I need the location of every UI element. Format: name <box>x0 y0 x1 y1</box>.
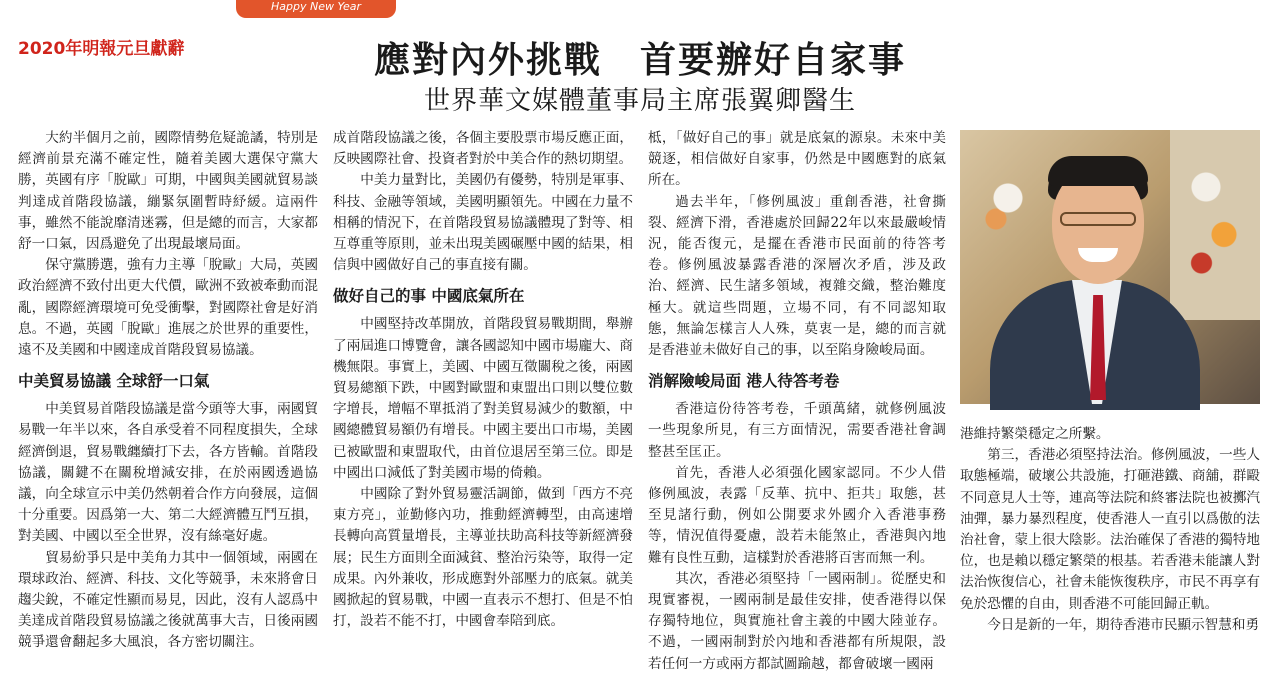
new-year-banner: Happy New Year <box>236 0 396 18</box>
flower-arrangement <box>978 170 1038 240</box>
article-column-4 <box>960 424 1260 640</box>
paragraph: 香港這份待答考卷，千頭萬緒，就修例風波一些現象所見，有三方面情況，需要香港社會調整甚至匡正。 <box>648 401 946 460</box>
paragraph: 中美力量對比，美國仍有優勢，特別是軍事、科技、金融等領域，美國明顯領先。中國在力量不相稱的情況下，在首階段貿易協議體現了對等、相互尊重等原則，並未出現美國碾壓中國的結果，相信與中國做好自己的事直接有關。 <box>333 172 633 274</box>
paragraph: 中美貿易首階段協議是當今頭等大事，兩國貿易戰一年半以來，各自承受着不同程度損失，全球經濟倒退，貿易戰纏續打下去，各方皆輸。首階段協議，關鍵不在關稅增減安排，在於兩國透過協議，向全球宣示中美仍然朝着合作方向發展，這個十分重要。因爲第一大、第二大經濟體互鬥互損，對美國、中國以至全世界，沒有絲毫好處。 <box>18 401 318 545</box>
paragraph-continued: 港維持繁榮穩定之所繫。 <box>960 426 1110 442</box>
paragraph: 其次，香港必須堅持「一國兩制」。從歷史和現實審視，一國兩制是最佳安排，使香港得以保存獨特地位，與實施社會主義的中國大陸並存。不過，一國兩制對於內地和香港都有所規限，設若任何一方或兩方都試圖踰越，都會破壞一國兩 <box>648 570 946 672</box>
section-heading: 消解險峻局面 港人待答考卷 <box>648 371 840 391</box>
paragraph-continued: 柢，「做好自己的事」就是底氣的源泉。未來中美競逐，相信做好自家事，仍然是中國應對的底氣所在。 <box>648 130 946 189</box>
article-column-1 <box>18 128 318 651</box>
glasses <box>1060 212 1136 226</box>
paragraph: 過去半年，「修例風波」重創香港，社會撕裂、經濟下滑，香港處於回歸22年以來最嚴峻情況，能否復元，是擺在香港市民面前的待答考卷。修例風波暴露香港的深層次矛盾，涉及政治、經濟、民生諸多領域，複雜交織，整治難度極大。就這些問題，立場不同，有不同認知取態，無論怎樣言人人殊，莫衷一是，總的而言就是香港並未做好自己的事，以至陷身險峻局面。 <box>648 193 946 359</box>
headline: 應對內外挑戰 首要辦好自家事 <box>373 39 906 81</box>
paragraph: 貿易紛爭只是中美角力其中一個領域，兩國在環球政治、經濟、科技、文化等競爭，未來將會日趨尖銳，不確定性顯而易見，因此，沒有人認爲中美達成首階段貿易協議之後就萬事大吉，日後兩國競爭還會翻起多大風浪，各方密切關注。 <box>18 549 318 651</box>
paragraph: 保守黨勝選，強有力主導「脫歐」大局，英國政治經濟不致付出更大代價，歐洲不致被牽動而混亂，國際經濟環境可免受衝擊，對國際社會是好消息。不過，英國「脫歐」進展之於世界的重要性，遠不及美國和中國達成首階段貿易協議。 <box>18 257 318 359</box>
paragraph: 第三，香港必須堅持法治。修例風波，一些人取態極端，破壞公共設施，打砸港鐵、商舖，群毆不同意見人士等，連高等法院和終審法院也被擲汽油彈，暴力暴烈程度，使香港人一直引以爲傲的法治社會，蒙上很大陰影。法治確保了香港的獨特地位，也是賴以穩定繁榮的根基。若香港未能讓人對法治恢復信心，社會未能恢復秩序，市民不再享有免於恐懼的自由，則香港不可能回歸正軌。 <box>960 447 1260 612</box>
paragraph-continued: 成首階段協議之後，各個主要股票市場反應正面，反映國際社會、投資者對於中美合作的熱切期望。 <box>333 130 633 168</box>
flower-arrangement <box>1170 130 1260 320</box>
hair <box>1048 156 1148 186</box>
article-column-2 <box>333 128 633 640</box>
section-heading: 做好自己的事 中國底氣所在 <box>333 286 525 306</box>
section-heading: 中美貿易協議 全球舒一口氣 <box>18 371 210 391</box>
kicker-label: 2020年明報元旦獻辭 <box>18 39 185 59</box>
paragraph: 中國堅持改革開放，首階段貿易戰期間，舉辦了兩屆進口博覽會，讓各國認知中國市場龐大、商機無限。事實上，美國、中國互徵關稅之後，兩國貿易總額下跌，中國對歐盟和東盟出口則以雙位數字增長，增幅不單抵消了對美貿易減少的數額，中國總體貿易額仍有增長。中國主要出口市場，美國已被歐盟和東盟取代，由首位退居至第三位。即是中國出口減低了對美國市場的倚賴。 <box>333 316 633 481</box>
subheadline-byline: 世界華文媒體董事局主席張翼卿醫生 <box>423 86 856 116</box>
paragraph: 中國除了對外貿易靈活調節，做到「西方不亮東方亮」，並勤修內功，推動經濟轉型，由高速增長轉向高質量增長，主導並扶助高科技等新經濟發展；民生方面則全面減貧、整治污染等，取得一定成果。內外兼收，形成應對外部壓力的底氣。就美國掀起的貿易戰，中國一直表示不想打、但是不怕打，設若不能不打，中國會奉陪到底。 <box>333 486 633 630</box>
paragraph: 大約半個月之前，國際情勢危疑詭譎，特別是經濟前景充滿不確定性，隨着美國大選保守黨大勝，英國有序「脫歐」可期，中國與美國就貿易談判達成首階段協議，繃緊氛圍暫時紓緩。這兩件事，雖然不能說靡清迷霧，但是總的而言，大家都舒一口氣，因爲避免了出現最壞局面。 <box>18 130 318 253</box>
article-column-3 <box>648 128 946 672</box>
author-portrait-photo <box>960 130 1260 404</box>
paragraph: 今日是新的一年，期待香港市民顯示智慧和勇 <box>987 616 1260 633</box>
paragraph: 首先，香港人必須强化國家認同。不少人借修例風波，表露「反華、抗中、拒共」取態，甚至見諸行動，例如公開要求外國介入香港事務等，情況值得憂慮，設若未能煞止，香港與內地難有良性互動，這樣對於香港將百害而無一利。 <box>648 464 946 566</box>
